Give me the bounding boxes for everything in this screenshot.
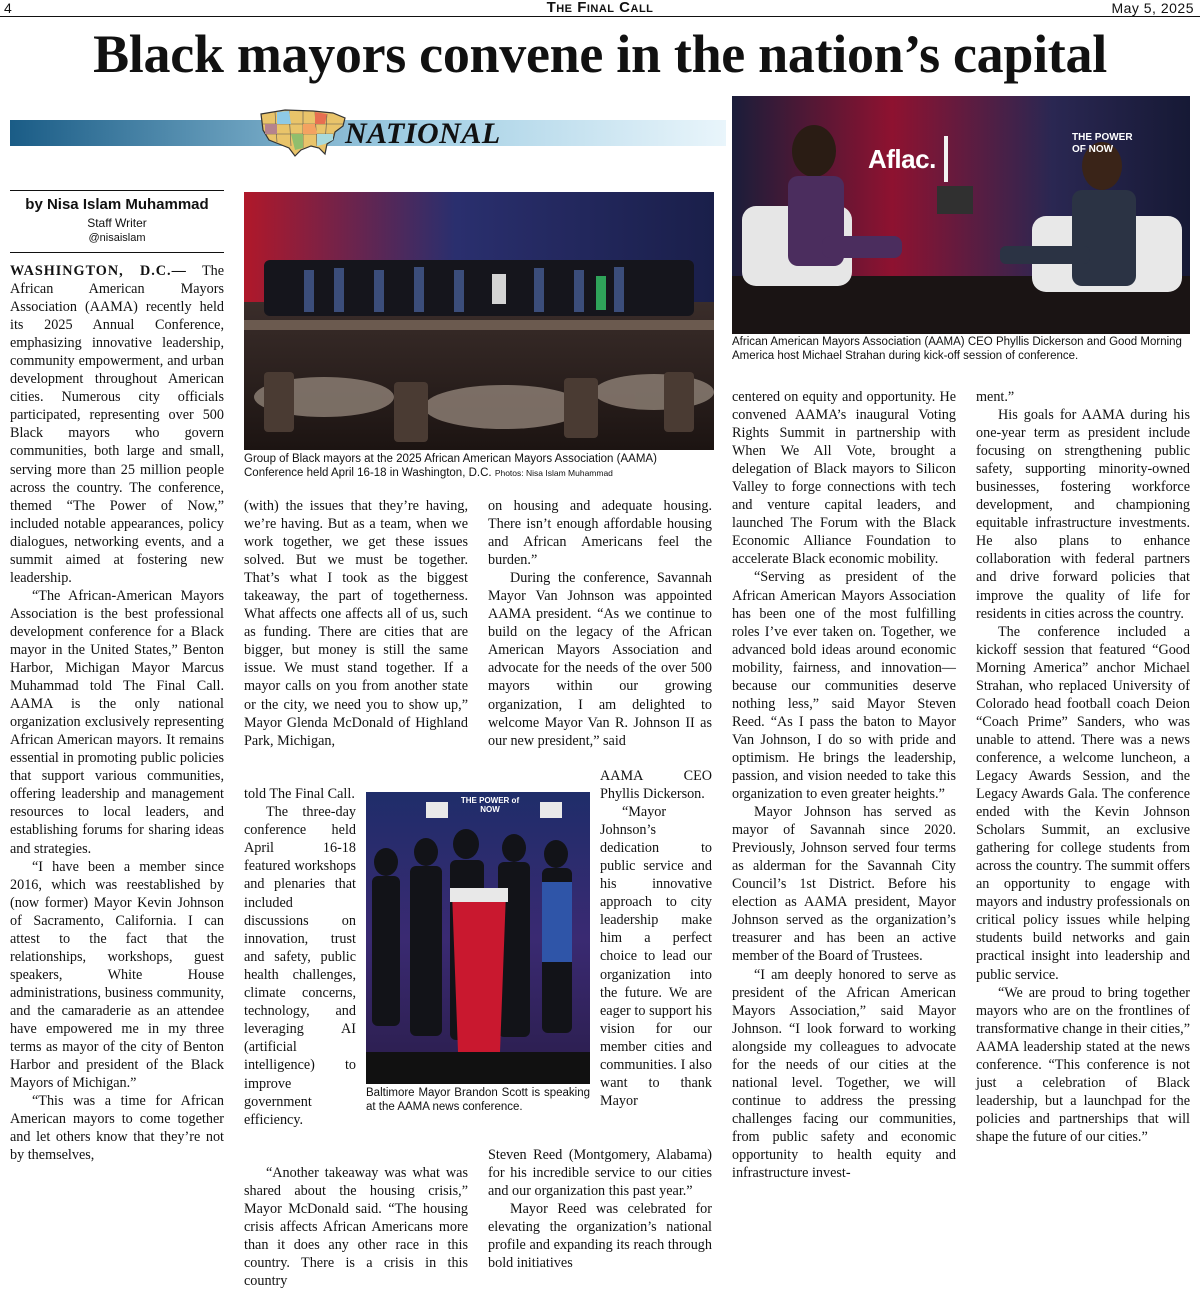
- article-paragraph: The conference included a kickoff session that featured “Good Morning America” anchor Michael Strahan, who replaced University of Colorado head football coach Deion “Coach Prime” Sanders, who was unable to attend. There was a news conference, a welcome luncheon, a Legacy Awards Session, and the Legacy Awards Gala. The conference ended with the Kevin Johnson Scholars Summit, an exclusive gathering for college students from across the country. The summit offers an opportunity to engage with mayors and industry professionals on critical policy issues while helping students build networks and gain practical insight into leadership and public service.: [976, 623, 1190, 983]
- article-paragraph: “I am deeply honored to serve as president of the African American Mayors Association,” said Mayor Johnson. “I look forward to working alongside my colleagues to advocate for the needs of our cities at the national level. Together, we will continue to address the pressing challenges facing our communities, from public safety and economic opportunity to health equity and infrastructure invest-: [732, 966, 956, 1182]
- article-paragraph: “I have been a member since 2016, which was reestablished by (now former) Mayor Kevin Johnson of Sacramento, California. I can attest to the fact that the relationships, workshops, guest speakers, White House administrations, business community, and the camaraderie as an attendee have empowered me in my three terms as mayor of the city of Benton Harbor and president of the Black Mayors of Michigan.”: [10, 858, 224, 1092]
- photo-podium-speaker: [366, 792, 590, 1084]
- article-paragraph: “Another takeaway was what was shared about the housing crisis,” Mayor McDonald said. “The housing crisis affects African Americans more than it does any other race in this country. There is a crisis in this country: [244, 1165, 468, 1290]
- article-paragraph: “We are proud to bring together mayors who are on the frontlines of transformative change in their cities,” AAMA leadership stated at the news conference. “This conference is not just a celebration of Black leadership, but a launchpad for the policies and partnerships that will shape the future of our cities.”: [976, 984, 1190, 1145]
- article-paragraph: “Mayor Johnson’s dedication to public service and his innovative approach to city leadership make him a perfect choice to lead our organization into the future. We are eager to support his vision for our member cities and communities. I also want to thank Mayor: [600, 804, 712, 1109]
- article-paragraph: During the conference, Savannah Mayor Van Johnson was appointed AAMA president. “As we continue to build on the legacy of the African American Mayors Association and advocate for the needs of the over 500 mayors within our growing organization, I am delighted to welcome Mayor Van R. Johnson II as our new president,” said: [488, 570, 712, 749]
- article-paragraph: “The African-American Mayors Association is the best professional development conference for a Black mayor in the United States,” Benton Harbor, Michigan Mayor Marcus Muhammad told The Final Call. AAMA is the only national organization exclusively representing African American mayors. It remains essential in promoting public policies that support various communities, offering leadership and management resources to local leaders, and establishing forums for sharing ideas and strategies.: [10, 587, 224, 857]
- article-column-3-narrow: [600, 767, 712, 1110]
- us-map-icon: [255, 104, 351, 160]
- author-handle: @nisaislam: [88, 232, 146, 244]
- article-column-5: [976, 388, 1190, 1146]
- article-paragraph: “Serving as president of the African American Mayors Association has been one of the most fulfilling roles I’ve ever taken on. Together, we advanced bold ideas around economic mobility, fairness, and innovation—because our communities deserve nothing less,” said Mayor Steven Reed. “As I pass the baton to Mayor Van Johnson, I do so with pride and optimism. He brings the leadership, passion, and vision needed to take this organization to even greater heights.”: [732, 569, 956, 803]
- stage-backdrop-text: THE POWER OF NOW: [1072, 132, 1133, 155]
- byline: [10, 190, 224, 253]
- article-column-3-bottom: [488, 1146, 712, 1272]
- photo-caption-podium: Baltimore Mayor Brandon Scott is speaking at the AAMA news conference.: [366, 1087, 590, 1113]
- headline: Black mayors convene in the nation’s capital: [93, 24, 1107, 84]
- article-paragraph: AAMA CEO Phyllis Dickerson.: [600, 768, 712, 803]
- sponsor-logo-text: Aflac.: [868, 144, 936, 174]
- photo-credit: Photos: Nisa Islam Muhammad: [494, 467, 613, 478]
- article-paragraph: His goals for AAMA during his one-year term as president include focusing on strengthening public safety, supporting minority-owned businesses, fostering workforce development, and championing equitable infrastructure investments. He also plans to enhance collaboration with federal partners and drive forward policies that improve the quality of life for residents in cities across the country.: [976, 407, 1190, 622]
- author-name: by Nisa Islam Muhammad: [25, 196, 209, 213]
- page-number: 4: [4, 0, 12, 16]
- photo-caption-group: Group of Black mayors at the 2025 African American Mayors Association (AAMA) Conference held April 16-18 in Washington, D.C. Photos: Nisa Islam Muhammad: [244, 453, 657, 479]
- publication-name: The Final Call: [546, 0, 654, 16]
- article-column-1: [10, 262, 224, 1164]
- article-paragraph: Steven Reed (Montgomery, Alabama) for his incredible service to our cities and our organization this past year.”: [488, 1147, 712, 1200]
- author-role: Staff Writer: [87, 216, 147, 230]
- article-paragraph: told The Final Call.: [244, 786, 355, 802]
- podium-backdrop-text: THE POWER of NOW: [460, 796, 520, 814]
- article-paragraph: (with) the issues that they’re having, we’re having. But as a team, when we work together, we get these issues solved. But we must be together. That’s what I took as the biggest takeaway, the part of togetherness. What affects one affects all of us, such as funding. There are cities that are bigger, but money is still the same issue. We must stand together. If a mayor calls on you from another state or the city, we need you to show up,” Mayor Glenda McDonald of Highland Park, Michigan,: [244, 498, 468, 749]
- article-lead-paragraph: WASHINGTON, D.C.— The African American Mayors Association (AAMA) recently held its 2025 Annual Conference, emphasizing innovative leadership, community empowerment, and urban development throughout American cities. Numerous city officials participated, representing over 500 Black mayors who govern communities, both large and small, serving more than 25 million people across the country. The conference, themed “The Power of Now,” included notable appearances, policy dialogues, networking events, and a summit aimed at fostering new leadership.: [10, 263, 224, 586]
- section-label: NATIONAL: [345, 117, 501, 150]
- article-paragraph: The three-day conference held April 16-18 featured workshops and plenaries that included discussions on innovation, trust and safety, public health challenges, climate concerns, technology, and leveraging AI (artificial intelligence) to improve government efficiency.: [244, 804, 356, 1128]
- article-paragraph: ment.”: [976, 389, 1015, 405]
- article-paragraph: “This was a time for African American mayors to come together and let others know that they’re not by themselves,: [10, 1093, 224, 1164]
- photo-group-of-mayors: [244, 192, 714, 450]
- article-paragraph: on housing and adequate housing. There isn’t enough affordable housing and African Americans feel the burden.”: [488, 498, 712, 569]
- article-column-2: [244, 497, 468, 750]
- dateline: WASHINGTON, D.C.—: [10, 263, 187, 279]
- article-paragraph: Mayor Reed was celebrated for elevating the organization’s national profile and expanding its reach through bold initiatives: [488, 1201, 712, 1272]
- article-paragraph: Mayor Johnson has served as mayor of Savannah since 2020. Previously, Johnson served four terms as alderman for the Savannah City Council’s 1st District. Before his election as AAMA president, Mayor Johnson served as the organization’s treasurer and has been an active member of the Board of Trustees.: [732, 804, 956, 965]
- article-column-4: [732, 388, 956, 1182]
- article-paragraph: centered on equity and opportunity. He convened AAMA’s inaugural Voting Rights Summit in partnership with When We All Vote, brought a delegation of Black mayors to Silicon Valley to forge connections with tech and venture capital leaders, and launched The Forum with the Black Economic Alliance Foundation to accelerate Black economic mobility.: [732, 389, 956, 568]
- issue-date: May 5, 2025: [1111, 0, 1194, 16]
- photo-caption-kickoff: African American Mayors Association (AAMA) CEO Phyllis Dickerson and Good Morning America host Michael Strahan during kick-off session of conference.: [732, 336, 1182, 362]
- article-column-3: [488, 497, 712, 750]
- folio-bar: [0, 0, 1200, 17]
- photo-kickoff-session: [732, 96, 1190, 334]
- article-column-2-narrow: [244, 785, 356, 1129]
- article-column-2-bottom: [244, 1164, 468, 1290]
